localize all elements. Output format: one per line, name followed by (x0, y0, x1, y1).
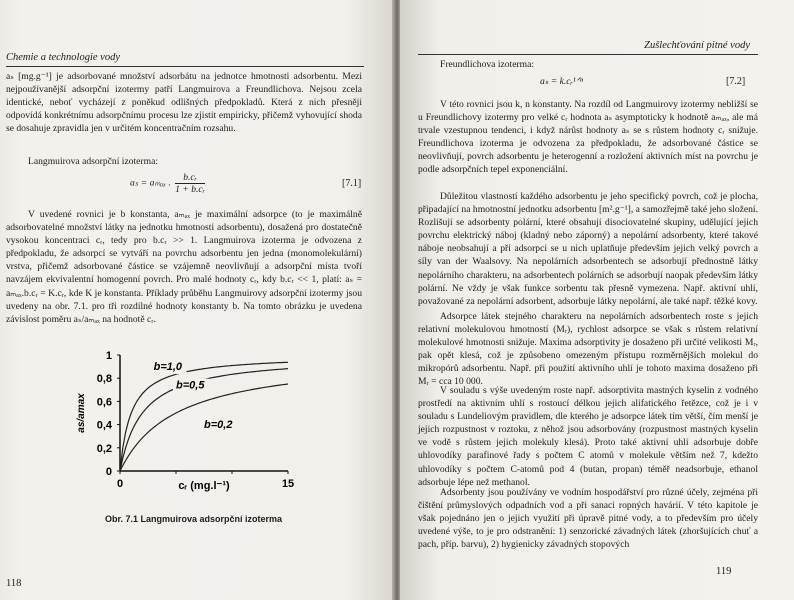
header-rule (6, 66, 364, 67)
running-header: Chemie a technologie vody (6, 52, 121, 63)
series-label: b=1,0 (153, 361, 183, 374)
series-line (120, 362, 288, 471)
series-label: b=0,2 (204, 419, 233, 432)
y-tick-label: 0,8 (96, 373, 112, 386)
equation-lhs: aₛ = aₘₐₓ . (130, 177, 171, 189)
y-tick-label: 0 (105, 466, 112, 478)
paragraph: Adsorbenty jsou používány ve vodním hospodářství pro různé účely, zejména při čištění průmyslových odpadních vod a při sanaci ropných havárií. V této kapitole je však pojednáno jen o jejich využití při úpravě pitné vody, a to především pro účely uvedené výše, to je pro odstranění: 1) senzorické závadných látek (zhoršujících chuť a pach, příp. barvu), 2) hygienicky závadných stopových (418, 487, 758, 551)
paragraph: Langmuirova adsorpční izoterma: (28, 156, 159, 167)
paragraph: V souladu s výše uvedeným roste např. adsorptivita mastných kyselin z vodného prostředí na aktivním uhlí s rostoucí délkou jejich alifatického řetězce, což je i v souladu s Lundeliovým pravidlem, dle kterého je adsorpce látek tím větší, čím menší je jejich rozpustnost v roztoku, z něhož jsou adsorbovány (rozpustnost mastných kyselin ve vodě s růstem jejich molekuly klesá). Proto také aktivní uhlí adsorbuje dobře uhlovodíky parafinové řady s počtem C atomů v molekule větším než 7, kdežto uhlovodíky s počtem C-atomů pod 4 (butan, propan) téměř neadsorbuje, ethanol adsorbuje lépe než methanol. (418, 385, 758, 488)
right-page (400, 0, 794, 600)
equation-label: [7.2] (726, 76, 746, 87)
x-tick-label: 0 (116, 478, 124, 490)
left-page (0, 0, 394, 600)
running-header: Zušlechťování pitné vody (644, 40, 750, 51)
series-label: b=0,5 (176, 379, 205, 392)
page-number: 118 (6, 578, 22, 589)
paragraph: aₛ [mg.g⁻¹] je adsorbované množství adsorbátu na jednotce hmotnosti adsorbentu. Mezi nejpoužívanější adsorpční izotermy patří Langmuirova a Freundlichova. Nejsou zcela identické, neboť vycházejí z poněkud odlišných předpokladů. Která z nich přesněji odpovídá konkrétnímu adsorpčnímu procesu lze zjistit empiricky, přičemž vyhovující shoda se dosahuje zpravidla jen v určitém koncentračním rozsahu. (6, 71, 362, 135)
equation-fraction (175, 172, 205, 195)
header-rule (418, 54, 758, 55)
x-axis-label: cᵣ (mg.l⁻¹) (178, 480, 230, 492)
equation-7-2: aₛ = k.cᵣ¹ᐟⁿ (540, 76, 583, 87)
langmuir-chart (60, 345, 310, 505)
paragraph: V uvedené rovnici je b konstanta, aₘₐₓ je maximální adsorpce (to je maximálně adsorbovatelné množství látky na jednotku hmotnosti adsorbentu), dosažená pro dostatečně vysokou koncentraci cᵣ, tedy pro b.cᵣ >> 1. Langmuirova izoterma je odvozena z předpokladu, že adsorpcí se vytváří na povrchu adsorbentu jen jedna (monomolekulární) vrstva, přičemž adsorbované částice se vzájemně neovlivňují a adsorpční místa tvoří navzájem ekvivalentní homogenní povrch. Pro malé hodnoty cᵣ, kdy b.cᵣ << 1, platí: aₛ = aₘₐₓ.b.cᵣ = K.cᵣ, kde K je konstanta. Příklady průběhu Langmuirovy adsorpční izotermy jsou uvedeny na obr. 7.1. pro tři rozdílné hodnoty konstanty b. Na tomto obrázku je uvedena závislost poměru aₛ/aₘₐₓ na hodnotě cᵣ. (6, 209, 362, 325)
y-axis-label: as/amax (76, 393, 87, 433)
paragraph: V této rovnici jsou k, n konstanty. Na rozdíl od Langmuirovy izotermy nebližší se u Freundlichovy izotermy pro velké cᵣ hodnota aₛ asymptoticky k hodnotě aₘₐₓ, ale má trvale vzestupnou tendenci, i když nárůst hodnoty aₛ se s růstem hodnoty cᵣ snižuje. Freundlichova izoterma je odvozena za předpokladu, že adsorbované částice se neovlivňují, povrch adsorbentu je heterogenní a rozložení aktivních míst na povrchu je podle adsorpčních tepel exponenciální. (418, 99, 758, 176)
figure-caption: Obr. 7.1 Langmuirova adsorpční izoterma (105, 514, 283, 524)
y-tick-label: 0,4 (96, 419, 112, 432)
paragraph: Freundlichova izoterma: (440, 59, 535, 70)
x-tick-label: 15 (281, 478, 295, 490)
equation-numerator: b.cᵣ (175, 172, 205, 184)
page-number: 119 (716, 566, 732, 577)
equation-denominator: 1 + b.cᵣ (175, 184, 206, 195)
equation-label: [7.1] (342, 178, 362, 189)
paragraph: Adsorpce látek stejného charakteru na nepolárních adsorbentech roste s jejich relativní molekulovou hmotností (Mᵣ), rychlost adsorpce se však s růstem relativní molekulové hmotnosti snižuje. Maxima adsorptivity je dosaženo při určité velikosti Mᵣ, pak opět klesá, což je způsobeno omezeným přístupu rozměrnějších molekul do mikropórů adsorbentu. Např. při použití aktivního uhlí je tohoto maxima dosaženo při Mᵣ = cca 10 000. (418, 311, 758, 388)
y-tick-label: 0,6 (96, 396, 112, 409)
y-tick-label: 0,2 (96, 442, 112, 455)
y-tick-label: 1 (105, 350, 112, 362)
equation-7-1 (130, 172, 207, 195)
paragraph: Důležitou vlastností každého adsorbentu je jeho specifický povrch, což je plocha, připadající na hmotnostní jednotku adsorbentu [m².g⁻¹], a samozřejmě také jeho složení. Rozlišují se adsorbenty polární, které obsahují disociovatelné skupiny, udělující jejich povrchu elektrický náboj (kladný nebo záporný) a nepolární adsorbenty, které takové náboje neobsahují a při adsorpci se u nich uplatňuje především jejich velký povrch a síly van der Waalsovy. Na nepolárních adsorbentech se adsorbují přednostně látky nepolárního charakteru, na adsorbentech polárních se adsorbují naopak především látky polární. Ne vždy je však funkce sorbentu tak přesně vymezena. Např. aktivní uhlí, považované za nepolární adsorbent, adsorbuje látky nepolární, ale také např. těžké kovy. (418, 191, 758, 307)
